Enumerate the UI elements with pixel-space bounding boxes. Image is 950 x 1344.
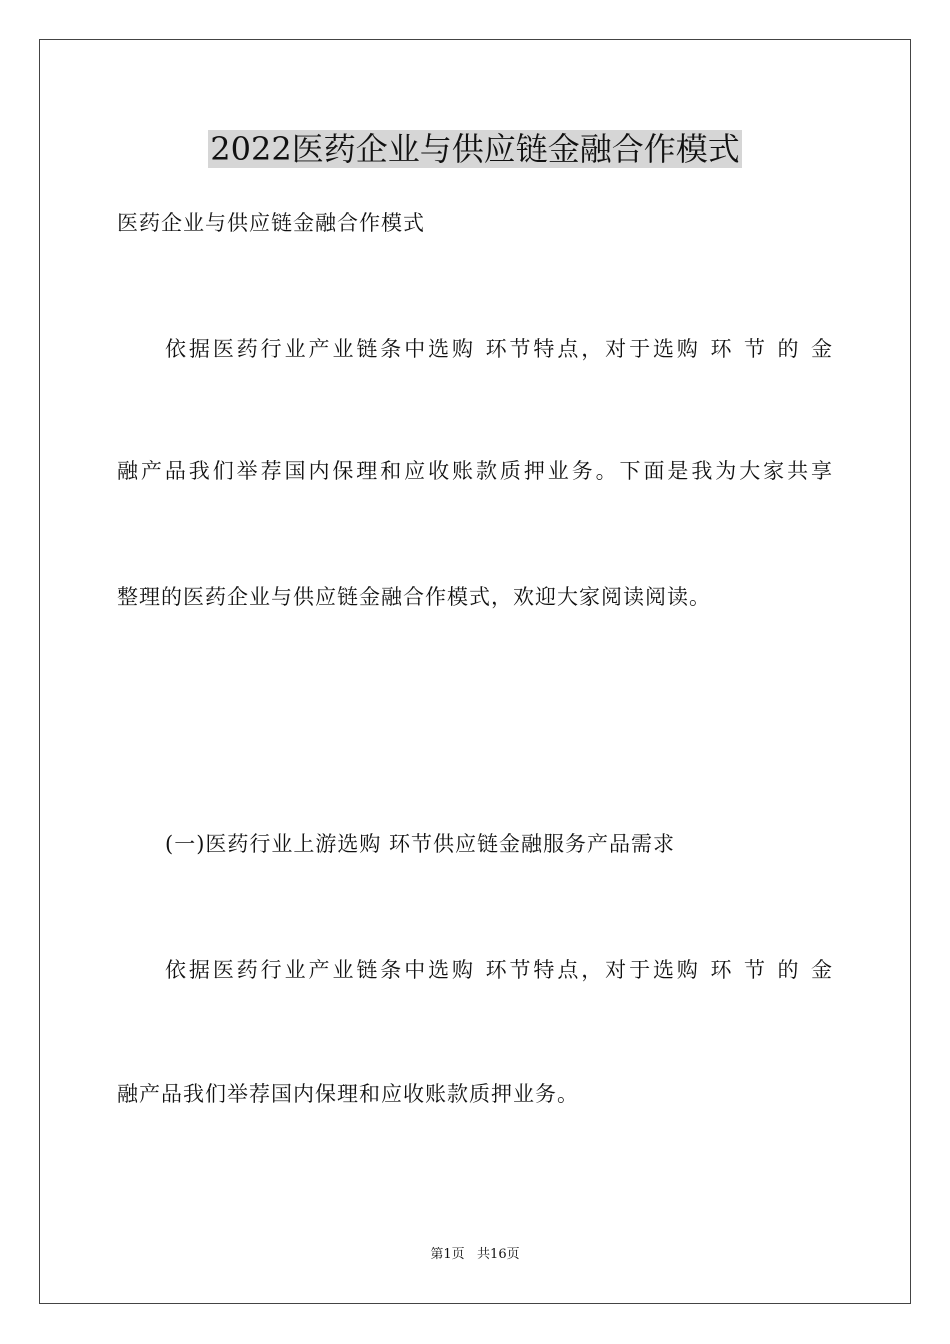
section-heading: (一)医药行业上游选购 环节供应链金融服务产品需求 [165,832,676,856]
document-subtitle: 医药企业与供应链金融合作模式 [117,211,425,235]
paragraph-1-line-1: 依据医药行业产业链条中选购 环节特点，对于选购 环 节 的 金 [165,337,833,361]
paragraph-1-line-3: 整理的医药企业与供应链金融合作模式，欢迎大家阅读阅读。 [117,585,711,609]
paragraph-1-line-2: 融产品我们举荐国内保理和应收账款质押业务。下面是我为大家共享 [117,459,833,483]
document-title-text: 2022医药企业与供应链金融合作模式 [210,130,740,168]
document-title [0,126,950,172]
paragraph-2-line-2: 融产品我们举荐国内保理和应收账款质押业务。 [117,1082,579,1106]
page-footer: 第1页 共16页 [430,1247,520,1262]
paragraph-2-line-1: 依据医药行业产业链条中选购 环节特点，对于选购 环 节 的 金 [165,958,833,982]
